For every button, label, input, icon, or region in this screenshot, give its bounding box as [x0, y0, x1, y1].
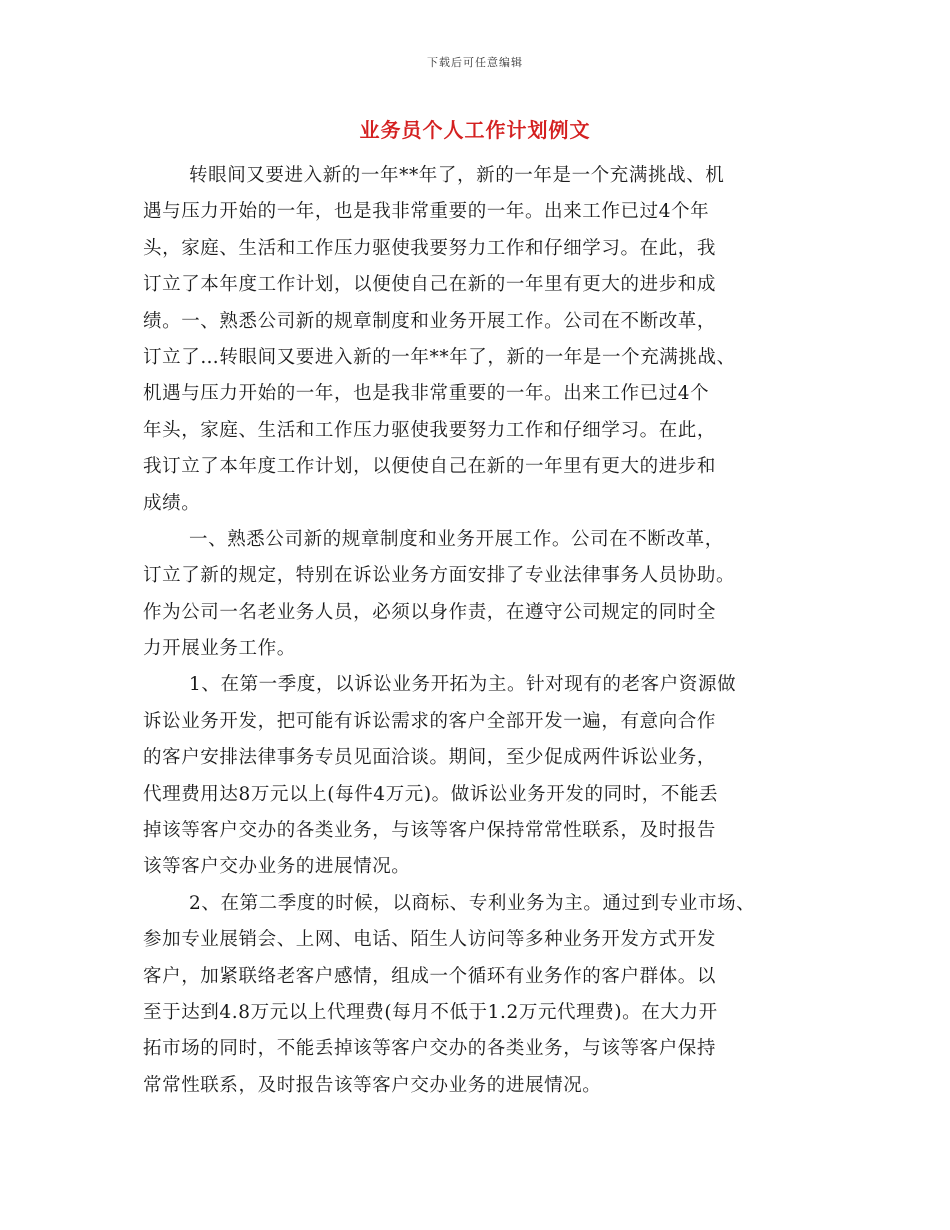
text-line: 订立了本年度工作计划，以便使自己在新的一年里有更大的进步和成: [143, 274, 717, 296]
paragraph-1: [143, 158, 818, 522]
text-line: 常常性联系，及时报告该等客户交办业务的进展情况。: [143, 1074, 602, 1096]
paragraph-2: [143, 522, 818, 668]
text-line: 力开展业务工作。: [143, 638, 296, 660]
text-line: 头，家庭、生活和工作压力驱使我要努力工作和仔细学习。在此，我: [143, 237, 717, 259]
text-line: 绩。一、熟悉公司新的规章制度和业务开展工作。公司在不断改革，: [143, 310, 717, 332]
text-line: 成绩。: [143, 492, 201, 514]
text-line: 2、在第二季度的时候，以商标、专利业务为主。通过到专业市场、: [189, 892, 756, 914]
text-line: 参加专业展销会、上网、电话、陌生人访问等多种业务开发方式开发: [143, 929, 717, 951]
text-line: 作为公司一名老业务人员，必须以身作责，在遵守公司规定的同时全: [143, 601, 717, 623]
text-line: 1、在第一季度，以诉讼业务开拓为主。针对现有的老客户资源做: [189, 674, 737, 696]
header-note: 下载后可任意编辑: [427, 56, 523, 69]
document-title: 业务员个人工作计划例文: [359, 118, 591, 142]
text-line: 代理费用达8万元以上(每件4万元)。做诉讼业务开发的同时，不能丢: [143, 783, 719, 805]
text-line: 至于达到4.8万元以上代理费(每月不低于1.2万元代理费)。在大力开: [143, 1001, 718, 1023]
text-line: 拓市场的同时，不能丢掉该等客户交办的各类业务，与该等客户保持: [143, 1038, 717, 1060]
text-line: 诉讼业务开发，把可能有诉讼需求的客户全部开发一遍，有意向合作: [143, 710, 717, 732]
text-line: 年头，家庭、生活和工作压力驱使我要努力工作和仔细学习。在此，: [143, 419, 717, 441]
text-line: 机遇与压力开始的一年，也是我非常重要的一年。出来工作已过4个: [143, 383, 710, 405]
paragraph-3: [143, 667, 818, 885]
document-body: [143, 158, 818, 1104]
text-line: 一、熟悉公司新的规章制度和业务开展工作。公司在不断改革，: [189, 528, 724, 550]
text-line: 掉该等客户交办的各类业务，与该等客户保持常常性联系，及时报告: [143, 820, 717, 842]
text-line: 我订立了本年度工作计划，以便使自己在新的一年里有更大的进步和: [143, 456, 717, 478]
text-line: 遇与压力开始的一年，也是我非常重要的一年。出来工作已过4个年: [143, 201, 710, 223]
text-line: 订立了…转眼间又要进入新的一年**年了，新的一年是一个充满挑战、: [143, 346, 736, 368]
text-line: 转眼间又要进入新的一年**年了，新的一年是一个充满挑战、机: [189, 165, 725, 186]
text-line: 客户，加紧联络老客户感情，组成一个循环有业务作的客户群体。以: [143, 965, 717, 987]
text-line: 的客户安排法律事务专员见面洽谈。期间，至少促成两件诉讼业务，: [143, 747, 717, 769]
paragraph-4: [143, 886, 818, 1104]
text-line: 该等客户交办业务的进展情况。: [143, 856, 411, 878]
text-line: 订立了新的规定，特别在诉讼业务方面安排了专业法律事务人员协助。: [143, 565, 736, 587]
